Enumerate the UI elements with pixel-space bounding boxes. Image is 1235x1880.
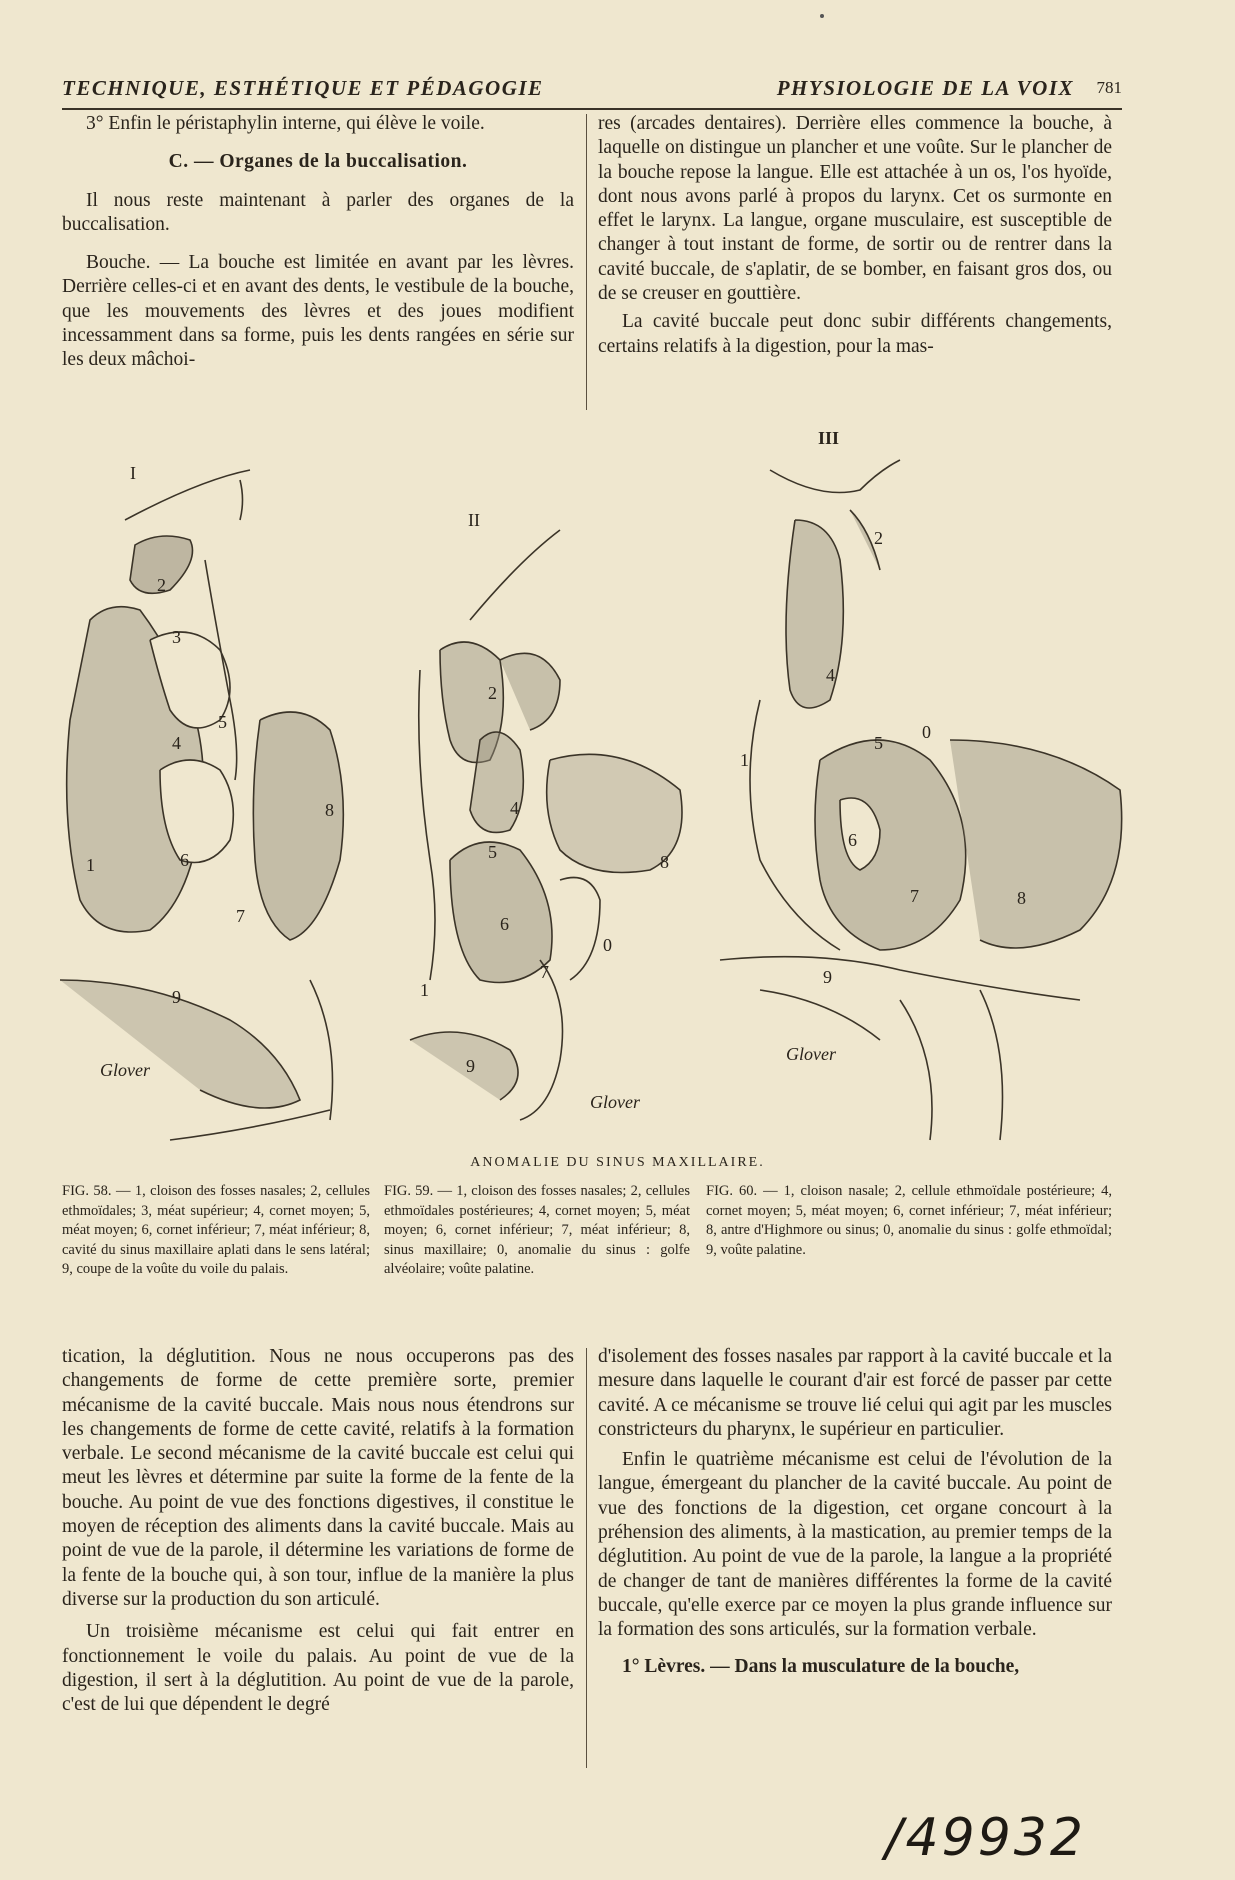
fig1-label: 1 — [86, 855, 95, 875]
column-rule — [586, 1348, 587, 1768]
fig1-signature: Glover — [100, 1060, 150, 1080]
paragraph: 3° Enfin le péristaphylin interne, qui élève le voile. — [86, 113, 485, 134]
header-right-title: PHYSIOLOGIE DE LA VOIX — [776, 76, 1074, 100]
paragraph: d'isolement des fosses nasales par rapport à la cavité buccale et la mesure dans laquelle le courant d'air est forcé de passer par cette cavité. A ce mécanisme se trouve lié celui qui agit par les muscles constricteurs du pharynx, le supérieur en particulier. — [598, 1346, 1112, 1440]
fig3-label: 4 — [826, 665, 835, 685]
bottom-left-column — [62, 1345, 574, 1717]
fig3-label: 8 — [1017, 888, 1026, 908]
fig3-label: 2 — [874, 528, 883, 548]
paragraph: Bouche. — La bouche est limitée en avant par les lèvres. Derrière celles-ci et en avant des dents, le vestibule de la bouche, que les mouvements des lèvres et des joues modifient incessamment dans sa forme, puis les dents rangées en série sur les deux mâchoi- — [62, 252, 574, 371]
paragraph: Enfin le quatrième mécanisme est celui de l'évolution de la langue, émergeant du plancher de la cavité buccale. Au point de vue des fonctions de la digestion, cet organe concourt à la préhension des aliments, à la mastication, au premier temps de la déglutition. Au point de vue de la parole, la langue a la propriété de changer de tant de manières différentes la forme de la cavité buccale, qu'elle exerce par ce moyen la plus grande influence sur la formation des sons articulés, sur la formation verbale. — [598, 1449, 1112, 1641]
fig2-label: 5 — [488, 842, 497, 862]
fig2-label: 7 — [540, 962, 549, 982]
fig2-label: 4 — [510, 798, 519, 818]
fig3-label: 1 — [740, 750, 749, 770]
fig3-label: 6 — [848, 830, 857, 850]
fig2-label: 6 — [500, 914, 509, 934]
fig1-label: 9 — [172, 987, 181, 1007]
section-title: C. — Organes de la buccalisation. — [168, 151, 468, 173]
fig3-signature: Glover — [786, 1044, 836, 1064]
paragraph: tication, la déglutition. Nous ne nous occuperons pas des changements de forme de cette première sorte, premier mécanisme de la cavité buccale. Mais nous nous étendrons sur les changements de forme de cette cavité, relatifs à la formation verbale. Le second mécanisme de la cavité buccale est celui qui meut les lèvres et détermine par suite la forme de la fente de la bouche. Au point de vue des fonctions digestives, il constitue le moyen de réception des aliments dans la cavité buccale. Mais au point de vue de la parole, il détermine les variations de forme de la fente de la bouche qui, à son tour, influe de la manière la plus diverse sur la production du son articulé. — [62, 1346, 574, 1610]
fig1-label: 8 — [325, 800, 334, 820]
caption-fig60 — [706, 1182, 1112, 1260]
paragraph: Il nous reste maintenant à parler des organes de la buccalisation. — [62, 189, 574, 235]
caption-text: FIG. 60. — 1, cloison nasale; 2, cellule ethmoïdale postérieure; 4, cornet moyen; 5, méat moyen; 6, cornet inférieur; 7, méat inférieur; 8, antre d'Highmore ou sinus; 0, anomalie du sinus : golfe ethmoïdal; 9, voûte palatine. — [706, 1183, 1112, 1258]
figure-title: ANOMALIE DU SINUS MAXILLAIRE. — [470, 1155, 765, 1170]
caption-text: FIG. 59. — 1, cloison des fosses nasales; 2, cellules ethmoïdales postérieures; 4, cornet moyen; 5, méat moyen; 6, cornet inférieur; 7, méat inférieur; 8, sinus maxillaire; 0, anomalie du sinus : golfe alvéolaire; voûte palatine. — [384, 1183, 690, 1277]
fig1-label: 3 — [172, 627, 181, 647]
fig3-label: 9 — [823, 967, 832, 987]
fig2-label: 0 — [603, 935, 612, 955]
paragraph: 1° Lèvres. — Dans la musculature de la bouche, — [622, 1655, 1020, 1677]
caption-fig59 — [384, 1182, 690, 1280]
fig2-label: 8 — [660, 852, 669, 872]
panel-label-ii: II — [468, 510, 480, 530]
fig2-signature: Glover — [590, 1092, 640, 1112]
fig2-label: 2 — [488, 683, 497, 703]
fig1-label: 2 — [157, 575, 166, 595]
fig1-label: 4 — [172, 733, 181, 753]
fig1-label: 6 — [180, 850, 189, 870]
caption-fig58 — [62, 1182, 370, 1280]
fig1-label: 7 — [236, 906, 245, 926]
fig2-label: 9 — [466, 1056, 475, 1076]
fig3-label: 5 — [874, 733, 883, 753]
fig3-label: 7 — [910, 886, 919, 906]
fig2-label: 1 — [420, 980, 429, 1000]
handwritten-number: /49932 — [885, 1808, 1086, 1868]
paragraph: Un troisième mécanisme est celui qui fait entrer en fonctionnement le voile du palais. Au point de vue de la digestion, il sert à la déglutition. Au point de vue de la parole, c'est de lui que dépendent le degré — [62, 1621, 574, 1716]
paragraph: res (arcades dentaires). Derrière elles commence la bouche, à laquelle on distingue un plancher et une voûte. Sur le plancher de la bouche repose la langue. Elle est attachée à un os, l'os hyoïde, dont nous avons parlé à propos du larynx. Cet os surmonte en effet le larynx. La langue, organe musculaire, est susceptible de changer à tout instant de forme, de sortir ou de rentrer dans la cavité buccale, de s'aplatir, de se bomber, en faisant gros dos, ou de se creuser en gouttière. — [598, 113, 1112, 305]
fig1-label: 5 — [218, 712, 227, 732]
page-number: 781 — [1096, 78, 1122, 97]
paragraph: La cavité buccale peut donc subir différents changements, certains relatifs à la digestion, pour la mas- — [598, 311, 1112, 357]
fig3-label: 0 — [922, 722, 931, 742]
panel-label-i: I — [130, 463, 136, 483]
bottom-right-column — [598, 1345, 1112, 1679]
header-left-title: TECHNIQUE, ESTHÉTIQUE ET PÉDAGOGIE — [62, 76, 544, 100]
caption-text: FIG. 58. — 1, cloison des fosses nasales; 2, cellules ethmoïdales; 3, méat supérieur; 4, cornet moyen; 5, méat moyen; 6, cornet inférieur; 7, méat inférieur; 8, cavité du sinus maxillaire aplati dans le sens latéral; 9, coupe de la voûte du voile du palais. — [62, 1183, 370, 1277]
panel-label-iii: III — [818, 428, 840, 448]
